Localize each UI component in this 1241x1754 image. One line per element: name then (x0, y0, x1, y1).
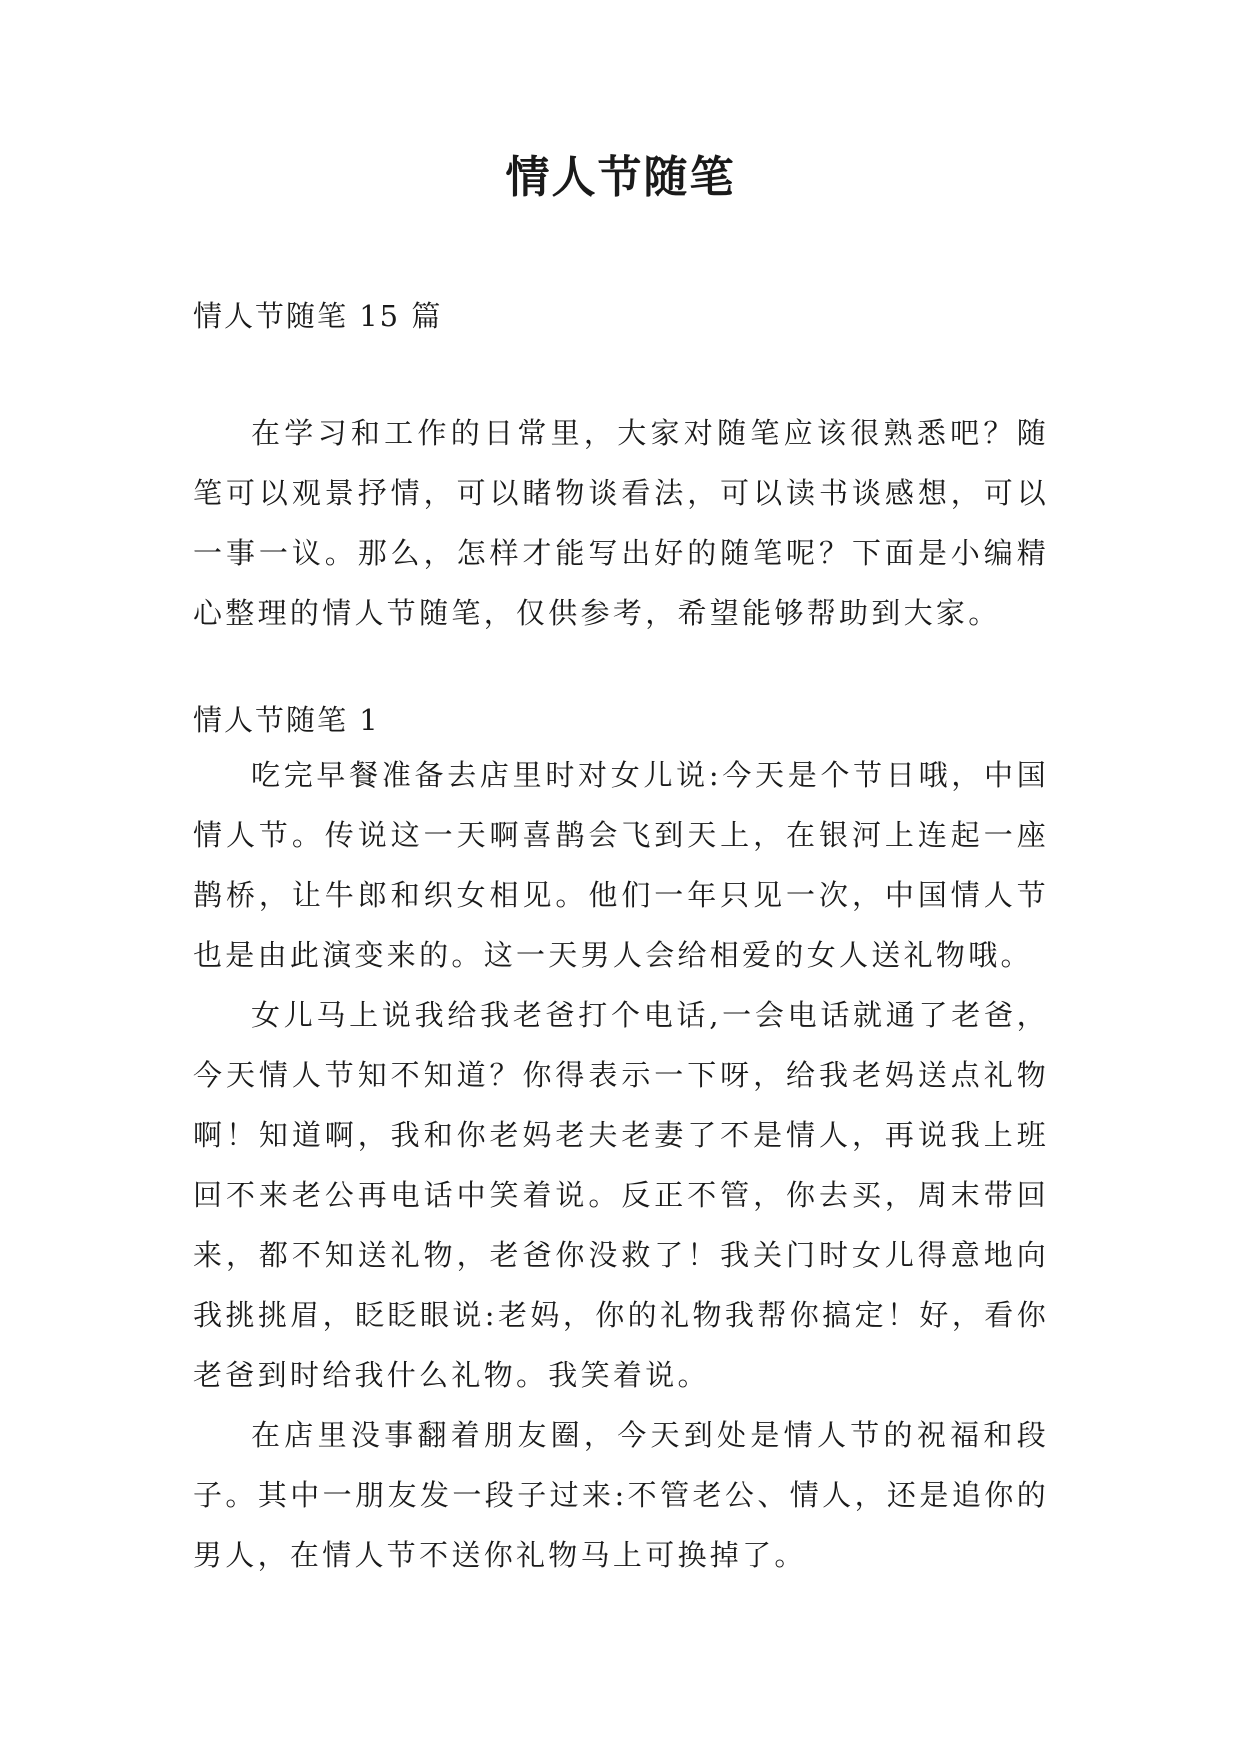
section-heading: 情人节随笔 1 (193, 703, 380, 737)
body-paragraph-3: 在店里没事翻着朋友圈，今天到处是情人节的祝福和段子。其中一朋友发一段子过来:不管老公、情人，还是追你的男人，在情人节不送你礼物马上可换掉了。 (193, 1418, 1049, 1572)
body-paragraph-2: 女儿马上说我给我老爸打个电话,一会电话就通了老爸，今天情人节知不知道？你得表示一下呀，给我老妈送点礼物啊！知道啊，我和你老妈老夫老妻了不是情人，再说我上班回不来老公再电话中笑着说。反正不管，你去买，周末带回来，都不知送礼物，老爸你没救了！我关门时女儿得意地向我挑挑眉，眨眨眼说:老妈，你的礼物我帮你搞定！好，看你老爸到时给我什么礼物。我笑着说。 (193, 998, 1049, 1392)
document-title: 情人节随笔 (505, 152, 736, 203)
section-body (193, 745, 1049, 1585)
body-paragraph-1: 吃完早餐准备去店里时对女儿说:今天是个节日哦，中国情人节。传说这一天啊喜鹊会飞到天上，在银河上连起一座鹊桥，让牛郎和织女相见。他们一年只见一次，中国情人节也是由此演变来的。这一天男人会给相爱的女人送礼物哦。 (193, 758, 1049, 972)
intro-block (193, 403, 1049, 643)
document-subtitle: 情人节随笔 15 篇 (193, 299, 443, 333)
intro-paragraph: 在学习和工作的日常里，大家对随笔应该很熟悉吧？随笔可以观景抒情，可以睹物谈看法，可以读书谈感想，可以一事一议。那么，怎样才能写出好的随笔呢？下面是小编精心整理的情人节随笔，仅供参考，希望能够帮助到大家。 (193, 416, 1049, 630)
